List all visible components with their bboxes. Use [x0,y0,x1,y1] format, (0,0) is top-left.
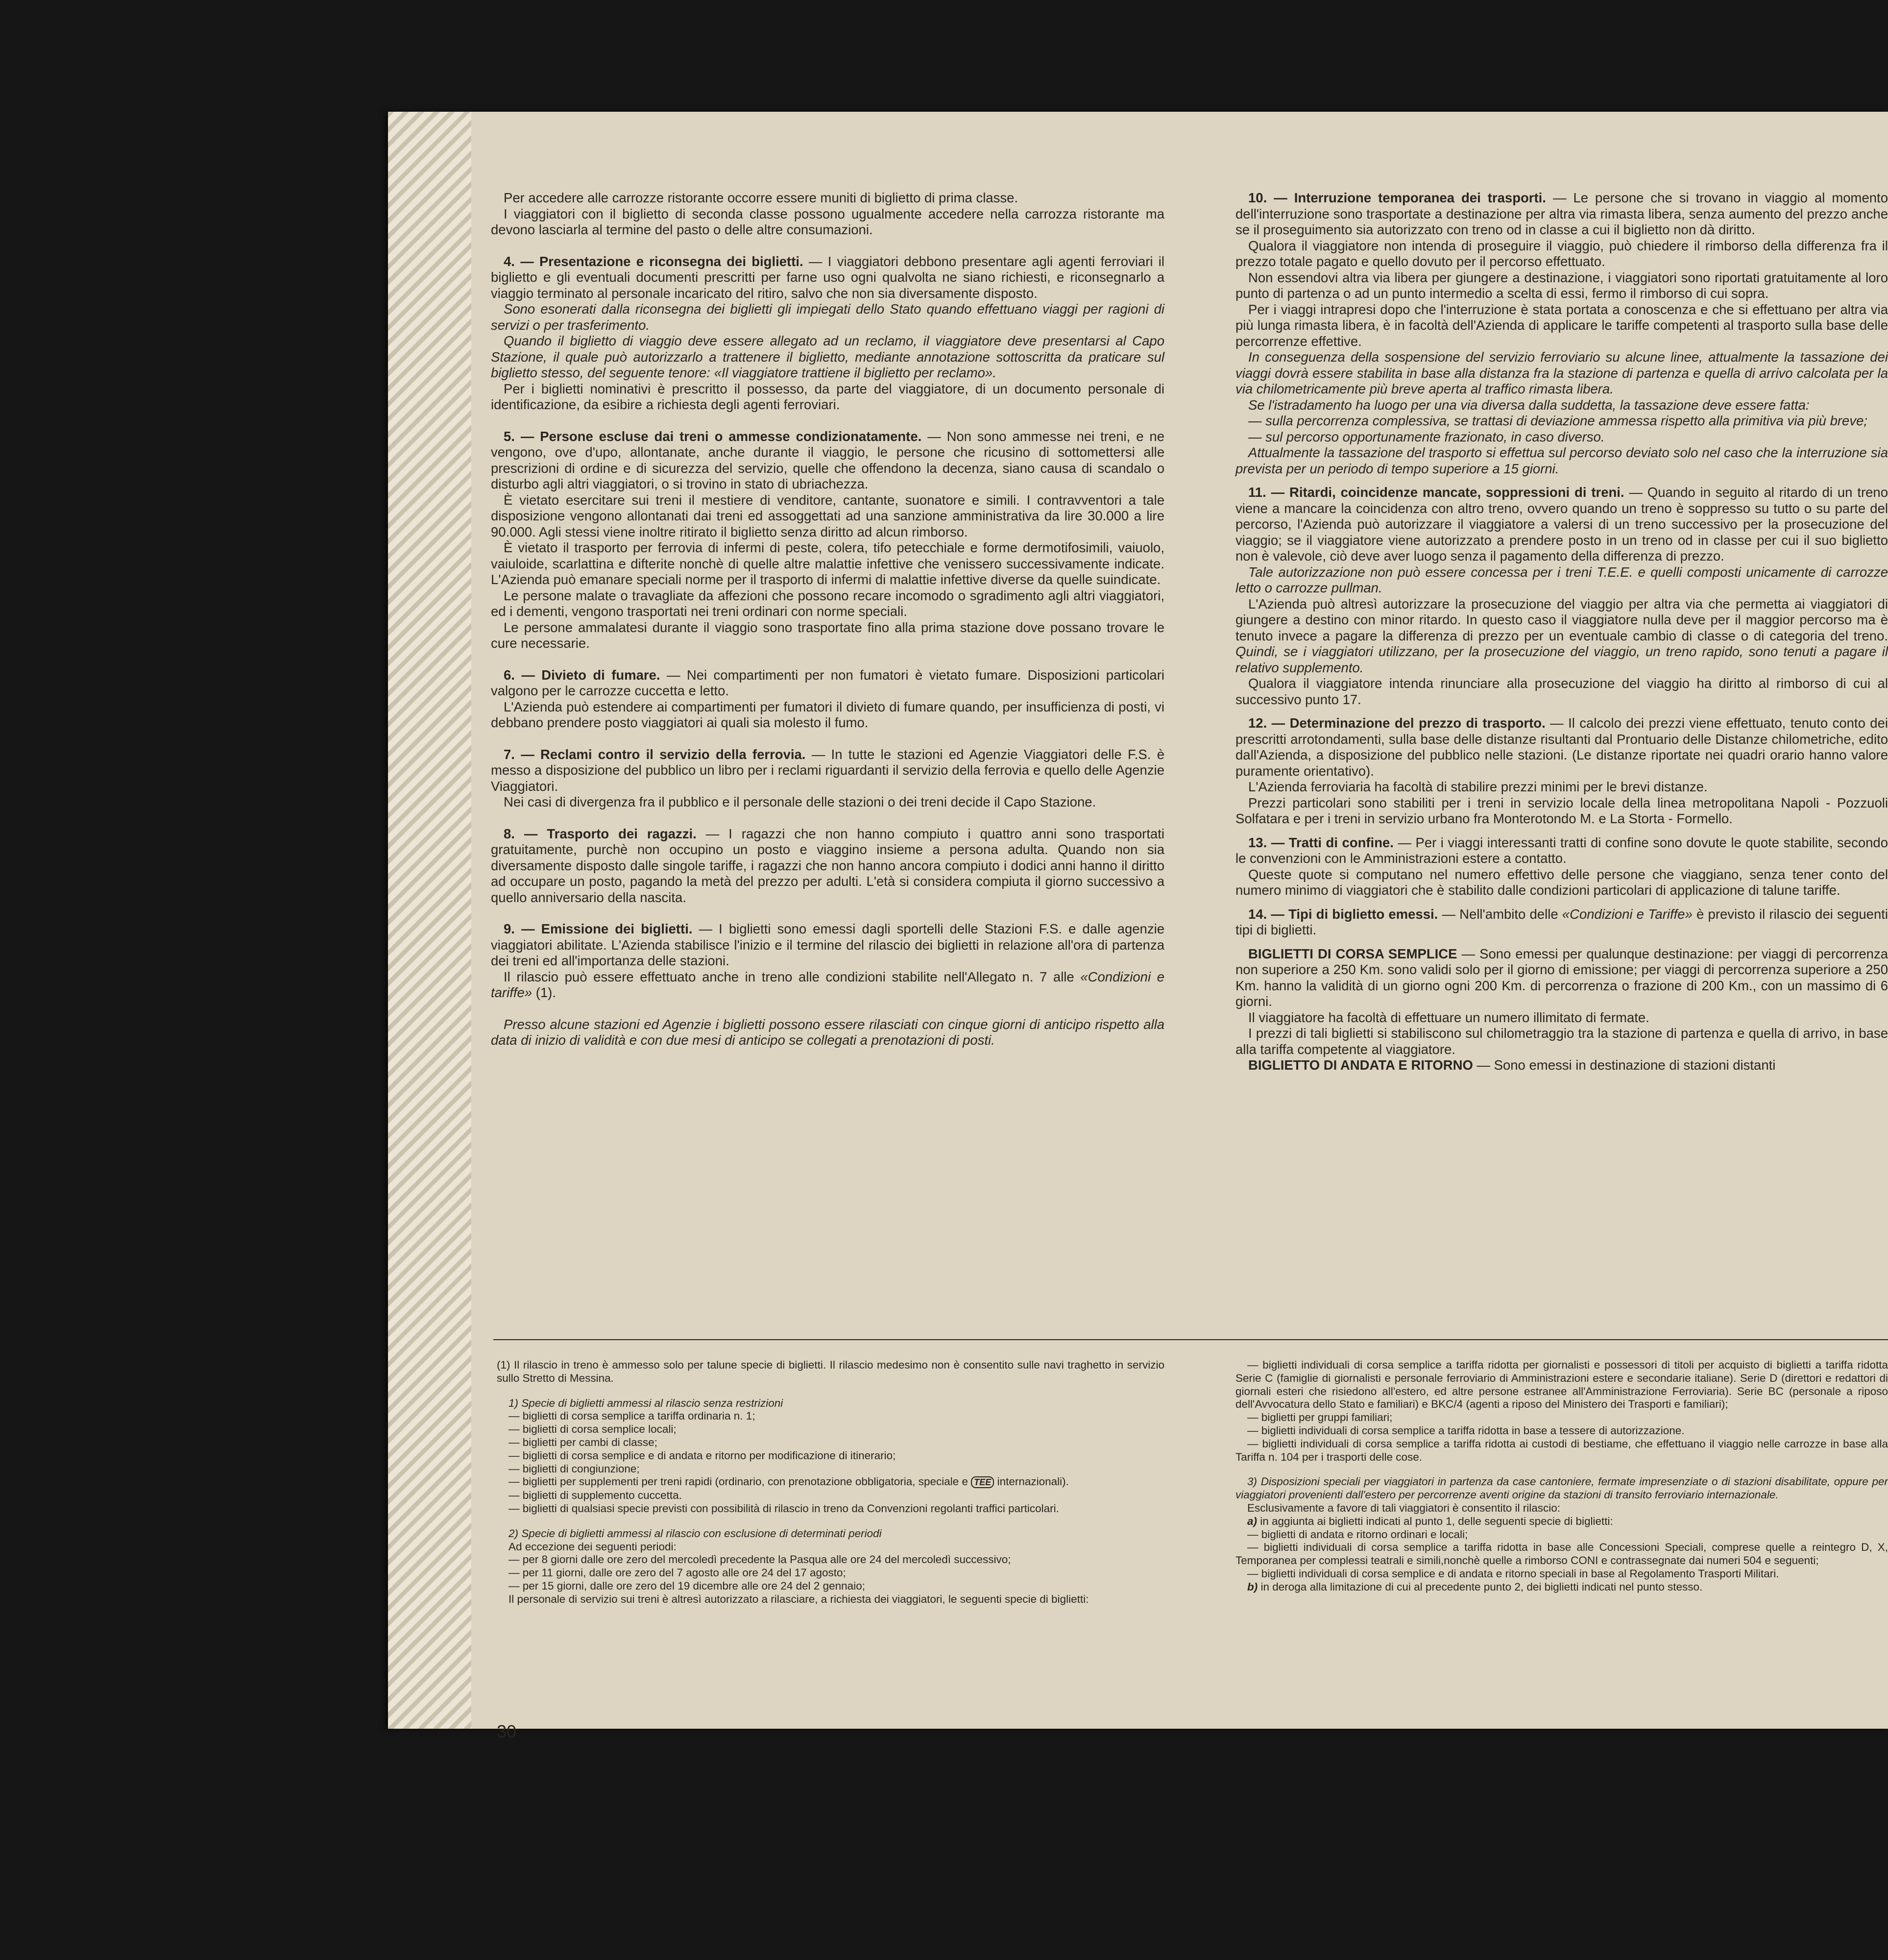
section-8: 8. — Trasporto dei ragazzi. — I ragazzi che non hanno compiuto i quattro anni sono trasportati gratuitamente, purchè non occupino un posto e viaggino insieme a persona adulta. Quando non sia diversamente disposto dalle singole tariffe, i ragazzi che non hanno ancora compiuto i dodici anni hanno il diritto ad occupare un posto, pagando la metà del prezzo per adulti. L'età si considera compiuta il giorno successivo a quello anniversario della nascita. [491,826,1164,905]
footnotes-left [497,1359,1164,1606]
paragraph: Per i biglietti nominativi è prescritto il possesso, da parte del viaggiatore, di un documento personale di identificazione, da esibire a richiesta degli agenti ferroviari. [491,381,1164,412]
list-item: — biglietti per gruppi familiari; [1247,1411,1393,1424]
section-title: 4. — Presentazione e riconsegna dei biglietti. [504,253,803,269]
paragraph: — sul percorso opportunamente frazionato, in caso diverso. [1248,429,1605,444]
section-4: 4. — Presentazione e riconsegna dei biglietti. — I viaggiatori debbono presentare agli agenti ferroviari il biglietto e gli eventuali documenti prescritti per farne uso ogni qualvolta ne siano richiesti, e riconsegnarlo a viaggio terminato al personale incaricato del ritiro, salvo che non sia diversamente disposto. [491,253,1165,301]
list-item: — biglietti individuali di corsa semplice a tariffa ridotta per giornalisti e possessori di titoli per acquisto di biglietti a tariffa ridotta Serie C (famiglie di giornalisti e personale ferroviario di Amministrazioni estere e secondarie italiane). Serie D (direttori e redattori di giornali esteri che risiedono all'estero, ed altre persone estranee all'Amministrazione Ferroviaria). Serie BC (personale a riposo dell'Avvocatura dello Stato e familiari) e BKC/4 (agenti a riposo del Ministero dei Trasporti e familiari); [1235,1359,1888,1411]
list-item: — biglietti di corsa semplice a tariffa ordinaria n. 1; [508,1410,755,1422]
section-14: 14. — Tipi di biglietto emessi. — Nell'ambito delle «Condizioni e Tariffe» è previsto il rilascio dei seguenti tipi di biglietti. [1235,906,1888,937]
section-7: 7. — Reclami contro il servizio della ferrovia. — In tutte le stazioni ed Agenzie Viaggiatori delle F.S. è messo a disposizione del pubblico un libro per i reclami riguardanti il servizio della ferrovia e quello delle Agenzie Viaggiatori. [491,746,1165,794]
paragraph: Qualora il viaggiatore intenda rinunciare alla prosecuzione del viaggio ha diritto al rimborso di cui al successivo punto 17. [1235,676,1888,707]
section-9: 9. — Emissione dei biglietti. — I biglietti sono emessi dagli sportelli delle Stazioni F.S. e dalle agenzie viaggiatori abilitate. L'Azienda stabilisce l'inizio e il termine del rilascio dei biglietti in relazione all'ora di partenza dei treni ed all'importanza delle stazioni. [491,921,1164,968]
footnotes-right [1235,1359,1888,1594]
paragraph: È vietato esercitare sui treni il mestiere di venditore, cantante, suonatore e simili. I contravventori a tale disposizione vengono allontanati dai treni ed assoggettati ad una sanzione amministrativa da lire 30.000 a lire 90.000. Agli stessi viene inoltre ritirato il biglietto senza diritto ad alcun rimborso. [491,492,1164,539]
section-title: 7. — Reclami contro il servizio della ferrovia. [504,746,806,762]
paragraph: Per i viaggi intrapresi dopo che l'interruzione è stata portata a conoscenza e che si effettuano per altra via più lunga rimasta libera, è in facoltà dell'Azienda di applicare le tariffe competenti al trasporto sulla base delle percorrenze effettive. [1235,301,1888,349]
paragraph: In conseguenza della sospensione del servizio ferroviario su alcune linee, attualmente la tassazione dei viaggi dovrà essere stabilita in base alla distanza fra la stazione di partenza e quella di arrivo calcolata per la via chilometricamente più breve aperta al traffico rimasta libera. [1235,349,1888,396]
list-item: — per 15 giorni, dalle ore zero del 19 dicembre alle ore 24 del 2 gennaio; [508,1579,865,1592]
paragraph: Non essendovi altra via libera per giungere a destinazione, i viaggiatori sono riportati gratuitamente al loro punto di partenza o ad un punto intermedio a scelta di essi, fermo il rimborso di cui sopra. [1235,270,1888,301]
section-title: 13. — Tratti di confine. [1248,834,1394,850]
list-item: — biglietti individuali di corsa semplice a tariffa ridotta ai custodi di bestiame, che effettuano il viaggio nelle carrozze in base alla Tariffa n. 104 per i trasporti delle cose. [1235,1437,1888,1463]
paragraph: I prezzi di tali biglietti si stabiliscono sul chilometraggio tra la stazione di partenza e quella di arrivo, in base alla tariffa competente al viaggiatore. [1235,1026,1888,1057]
list-item: — biglietti individuali di corsa semplice e di andata e ritorno speciali in base al Regolamento Trasporti Militari. [1247,1567,1779,1580]
paragraph: L'Azienda ferroviaria ha facoltà di stabilire prezzi minimi per le brevi distanze. [1248,779,1708,794]
list-item: — per 8 giorni dalle ore zero del mercoledì precedente la Pasqua alle ore 24 del mercoledì successivo; [508,1553,1011,1566]
list-item: — biglietti di andata e ritorno ordinari e locali; [1247,1528,1468,1541]
section-10: 10. — Interruzione temporanea dei trasporti. — Le persone che si trovano in viaggio al momento dell'interruzione sono trasportate a destinazione per altra via rimasta libera, senza aumento del prezzo anche se il proseguimento sia autorizzato con treno od in classe a cui il biglietto non dà diritto. [1235,190,1888,237]
section-title: 14. — Tipi di biglietto emessi. [1248,906,1438,922]
list-item: — biglietti individuali di corsa semplice a tariffa ridotta in base a tessere di autorizzazione. [1247,1424,1685,1437]
section-12: 12. — Determinazione del prezzo di trasporto. — Il calcolo dei prezzi viene effettuato, tenuto conto dei prescritti arrotondamenti, sulla base delle distanze risultanti dal Prontuario delle Distanze chilometriche, edito dall'Azienda, a disposizione del pubblico nelle stazioni. (Le distanze riportate nei quadri orario hanno valore puramente orientativo). [1235,715,1888,779]
paragraph: BIGLIETTO DI ANDATA E RITORNO — Sono emessi in destinazione di stazioni distanti [1248,1057,1776,1073]
section-title: 11. — Ritardi, coincidenze mancate, soppressioni di treni. [1248,485,1624,500]
page-spine-shadow [388,112,471,1729]
paragraph: Il rilascio può essere effettuato anche in treno alle condizioni stabilite nell'Allegato n. 7 alle «Condizioni e tariffe» (1). [491,969,1164,1000]
list-item: — biglietti di supplemento cuccetta. [508,1489,682,1502]
footnote-heading: 1) Specie di biglietti ammessi al rilascio senza restrizioni [508,1396,783,1409]
left-text-column [491,190,1164,1049]
document-page [388,112,1888,1741]
list-item: — biglietti per cambi di classe; [508,1436,657,1448]
list-item: — biglietti individuali di corsa semplice a tariffa ridotta in base alle Concessioni Speciali, comprese quelle a reintegro D, X, Temporanea per complessi teatrali e simili,nonchè quelle a rimborso CONI e contrassegnate dai numeri 504 e seguenti; [1235,1541,1888,1567]
page-number: 30 [497,1721,517,1741]
paragraph: L'Azienda può estendere ai compartimenti per fumatori il divieto di fumare quando, per insufficienza di posti, vi debbano prendere posto viaggiatori ai quali sia molesto il fumo. [491,699,1164,730]
paragraph: Il viaggiatore ha facoltà di effettuare un numero illimitato di fermate. [1248,1009,1649,1025]
section-11: 11. — Ritardi, coincidenze mancate, soppressioni di treni. — Quando in seguito al ritardo di un treno viene a mancare la coincidenza con altro treno, ovvero quando un treno è soppresso su tutto o su parte del percorso, l'Azienda può autorizzare il viaggiatore a valersi di un treno successivo per la prosecuzione del viaggio; se il viaggiatore viene autorizzato a prendere posto in un treno od in classe per cui il suo biglietto non è valevole, ciò deve aver luogo senza il pagamento della differenza di prezzo. [1235,485,1888,564]
list-item: b) in deroga alla limitazione di cui al precedente punto 2, dei biglietti indicati nel punto stesso. [1247,1580,1703,1593]
right-text-column [1235,190,1888,1074]
list-item: — biglietti per supplementi per treni rapidi (ordinario, con prenotazione obbligatoria, speciale e TEE internazionali). [508,1475,1069,1488]
paragraph: Queste quote si computano nel numero effettivo delle persone che viaggiano, senza tener conto del numero minimo di viaggiatori che è stabilito dalle condizioni particolari di applicazione di talune tariffe. [1235,866,1888,898]
paragraph: — sulla percorrenza complessiva, se trattasi di deviazione ammessa rispetto alla primitiva via più breve; [1248,413,1868,428]
paragraph: Nei casi di divergenza fra il pubblico e il personale delle stazioni o dei treni decide il Capo Stazione. [504,794,1096,809]
list-item: — per 11 giorni, dalle ore zero del 7 agosto alle ore 24 del 17 agosto; [508,1567,846,1579]
paragraph: È vietato il trasporto per ferrovia di infermi di peste, colera, tifo petecchiale e forme dermotifosimili, vaiuolo, vaiuloide, scarlattina e difterite nonchè di quelle altre malattie infettive che venissero successivamente indicate. L'Azienda può emanare speciali norme per il trasporto di infermi di malattie infettive diverse da quelle suindicate. [491,540,1164,587]
paragraph: Qualora il viaggiatore non intenda di proseguire il viaggio, può chiedere il rimborso della differenza fra il prezzo totale pagato e quello dovuto per il percorso effettuato. [1235,238,1888,269]
section-6: 6. — Divieto di fumare. — Nei compartimenti per non fumatori è vietato fumare. Disposizioni particolari valgono per le carrozze cuccetta e letto. [491,667,1164,698]
paragraph: Attualmente la tassazione del trasporto si effettua sul percorso deviato solo nel caso che la interruzione sia prevista per un periodo di tempo superiore a 15 giorni. [1235,445,1888,476]
paragraph: L'Azienda può altresì autorizzare la prosecuzione del viaggio per altra via che permetta ai viaggiatori di giungere a destino con minor ritardo. In questo caso il viaggiatore nulla deve per il maggior percorso ma è tenuto invece a pagare la differenza di prezzo per un eventuale cambio di classe o di categoria del treno. Quindi, se i viaggiatori utilizzano, per la prosecuzione del viaggio, un treno rapido, sono tenuti a pagare il relativo supplemento. [1235,596,1888,675]
list-item: — biglietti di congiunzione; [508,1462,640,1475]
section-13: 13. — Tratti di confine. — Per i viaggi interessanti tratti di confine sono dovute le quote stabilite, secondo le convenzioni con le Amministrazioni estere a contatto. [1235,834,1888,866]
paragraph: Se l'istradamento ha luogo per una via diversa dalla suddetta, la tassazione deve essere fatta: [1248,397,1810,413]
section-title: 5. — Persone escluse dai treni o ammesse condizionatamente. [504,428,922,444]
footnote-divider [493,1339,1888,1340]
list-item: — biglietti di corsa semplice locali; [508,1423,677,1436]
list-item: Esclusivamente a favore di tali viaggiatori è consentito il rilascio: [1247,1501,1561,1514]
section-5: 5. — Persone escluse dai treni o ammesse condizionatamente. — Non sono ammesse nei treni, e ne vengono, ove d'upo, allontanate, anche durante il viaggio, le persone che ricusino di sottomettersi alle prescrizioni di ordine e di sicurezza del servizio, quelle che offendono la decenza, siano causa di scandalo o disturbo agli altri viaggiatori, o si trovino in stato di ubriachezza. [491,428,1164,491]
tee-logo: TEE [971,1476,994,1488]
paragraph: Prezzi particolari sono stabiliti per i treni in servizio locale della linea metropolitana Napoli - Pozzuoli Solfatara e per i treni in servizio urbano fra Monterotondo M. e La Storta - Formello. [1235,795,1888,826]
footnote-heading: 2) Specie di biglietti ammessi al rilascio con esclusione di determinati periodi [508,1527,882,1540]
list-item: Ad eccezione dei seguenti periodi: [508,1540,677,1553]
paragraph: Le persone malate o travagliate da affezioni che possono recare incomodo o sgradimento agli altri viaggiatori, ed i dementi, vengono trasportati nei treni ordinari con norme speciali. [491,588,1164,619]
section-title: 9. — Emissione dei biglietti. [504,921,693,936]
paragraph: I viaggiatori con il biglietto di seconda classe possono ugualmente accedere nella carrozza ristorante ma devono lasciarla al termine del pasto o delle altre consumazioni. [491,206,1164,237]
paragraph: BIGLIETTI DI CORSA SEMPLICE — Sono emessi per qualunque destinazione: per viaggi di percorrenza non superiore a 250 Km. sono validi solo per il giorno di emissione; per viaggi di percorrenza superiore a 250 Km. hanno la validità di un giorno ogni 200 Km. di percorrenza o frazione di 200 Km., con un massimo di 6 giorni. [1235,946,1888,1009]
list-item: — biglietti di corsa semplice e di andata e ritorno per modificazione di itinerario; [508,1449,896,1462]
footnote-heading: 3) Disposizioni speciali per viaggiatori in partenza da case cantoniere, fermate impresenziate o di stazioni disabilitate, oppure per viaggiatori provenienti dall'estero per percorrenze aventi origine da stazioni di transito ferroviario internazionale. [1235,1475,1888,1501]
paragraph: Sono esonerati dalla riconsegna dei biglietti gli impiegati dello Stato quando effettuano viaggi per ragioni di servizi o per trasferimento. [491,301,1164,333]
paragraph: Per accedere alle carrozze ristorante occorre essere muniti di biglietto di prima classe. [504,190,1018,205]
section-title: 8. — Trasporto dei ragazzi. [504,826,697,841]
subsection-title: BIGLIETTI DI CORSA SEMPLICE [1248,946,1457,961]
list-item: — biglietti di qualsiasi specie previsti con possibilità di rilascio in treno da Convenzioni regolanti traffici particolari. [508,1502,1059,1515]
section-title: 10. — Interruzione temporanea dei trasporti. [1248,190,1546,205]
list-item: Il personale di servizio sui treni è altresì autorizzato a rilasciare, a richiesta dei viaggiatori, le seguenti specie di biglietti: [508,1592,1089,1605]
list-item: a) in aggiunta ai biglietti indicati al punto 1, delle seguenti specie di biglietti: [1247,1515,1613,1527]
section-title: 12. — Determinazione del prezzo di trasporto. [1248,715,1546,731]
paragraph: Quando il biglietto di viaggio deve essere allegato ad un reclamo, il viaggiatore deve presentarsi al Capo Stazione, il quale può autorizzarlo a trattenere il biglietto, mediante annotazione sottoscritta da praticare sul biglietto stesso, del seguente tenore: «Il viaggiatore trattiene il biglietto per reclamo». [491,333,1164,380]
footnote: (1) Il rilascio in treno è ammesso solo per talune specie di biglietti. Il rilascio medesimo non è consentito sulle navi traghetto in servizio sullo Stretto di Messina. [497,1359,1164,1384]
subsection-title: BIGLIETTO DI ANDATA E RITORNO [1248,1057,1473,1073]
paragraph: Le persone ammalatesi durante il viaggio sono trasportate fino alla prima stazione dove possano trovare le cure necessarie. [491,619,1164,651]
paragraph: Presso alcune stazioni ed Agenzie i biglietti possono essere rilasciati con cinque giorni di anticipo rispetto alla data di inizio di validità e con due mesi di anticipo se collegati a prenotazioni di posti. [491,1016,1164,1048]
paragraph: Tale autorizzazione non può essere concessa per i treni T.E.E. e quelli composti unicamente di carrozze letto o carrozze pullman. [1235,564,1888,595]
section-title: 6. — Divieto di fumare. [504,667,660,683]
